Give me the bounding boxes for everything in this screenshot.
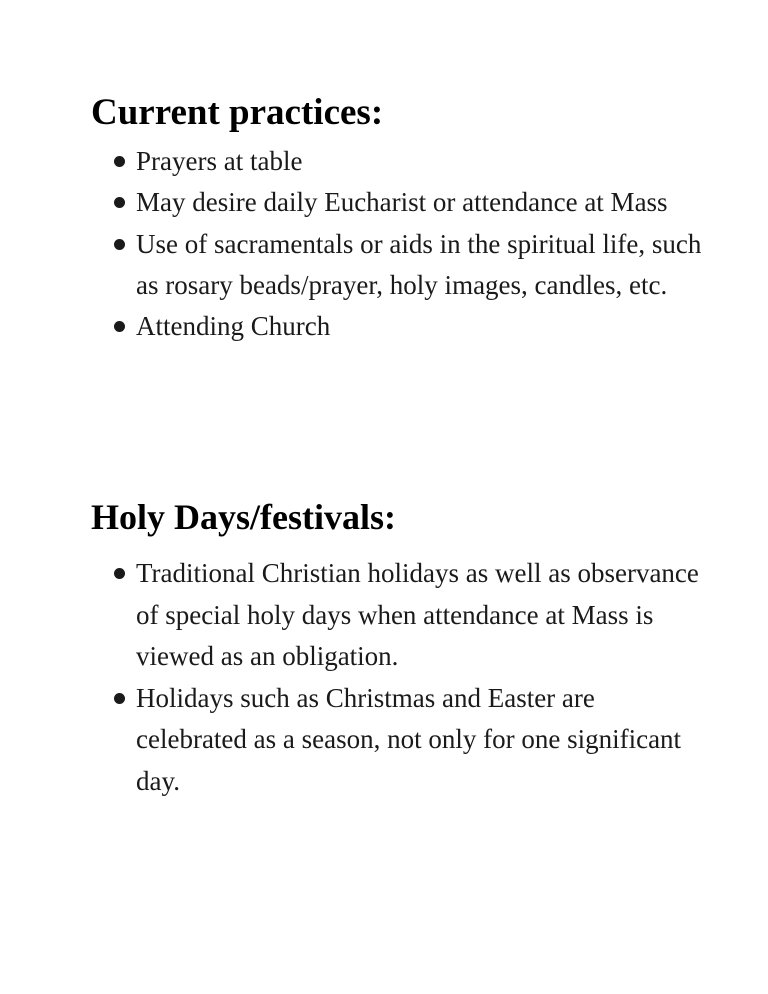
list-item <box>91 553 711 678</box>
list-item-text: May desire daily Eucharist or attendance at Mass <box>136 187 668 218</box>
list-item-text: Prayers at table <box>136 146 303 176</box>
list-item <box>91 678 711 803</box>
list-item-text: Holidays such as Christmas and Easter are celebrated as a season, not only for one significant day. <box>136 682 682 796</box>
bullet-icon <box>114 156 125 167</box>
list-item <box>91 306 711 347</box>
list-item <box>91 141 711 182</box>
bullet-icon <box>114 568 125 579</box>
list-item <box>91 224 711 307</box>
section-heading: Holy Days/festivals: <box>91 497 396 537</box>
bullet-icon <box>114 239 125 250</box>
bullet-icon <box>114 693 125 704</box>
list-item-text: Use of sacramentals or aids in the spiritual life, such as rosary beads/prayer, holy images, candles, etc. <box>136 228 702 300</box>
bullet-list <box>91 141 711 347</box>
section-heading: Current practices: <box>91 92 384 133</box>
bullet-icon <box>114 321 125 332</box>
holy-days-section <box>91 494 711 802</box>
current-practices-section <box>91 90 711 347</box>
list-item-text: Attending Church <box>136 311 331 342</box>
bullet-list <box>91 553 711 802</box>
list-item-text: Traditional Christian holidays as well as observance of special holy days when attendance at Mass is viewed as an obligation. <box>136 558 699 671</box>
list-item <box>91 182 711 223</box>
bullet-icon <box>114 197 125 208</box>
